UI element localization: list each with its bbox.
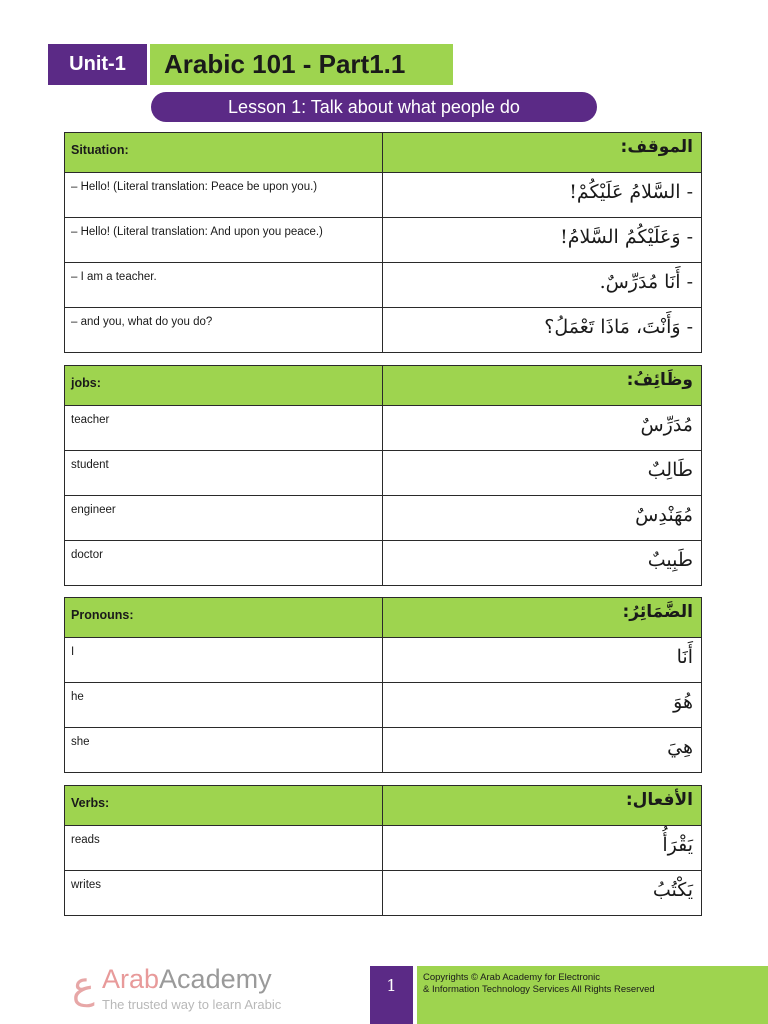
course-title: Arabic 101 - Part1.1 — [150, 44, 453, 85]
word-ar: يَقْرَأُ — [383, 826, 702, 871]
table-header-row — [65, 598, 702, 638]
table-row — [65, 263, 702, 308]
table-row — [65, 638, 702, 683]
phrase-en: – Hello! (Literal translation: Peace be upon you.) — [65, 173, 383, 218]
phrase-ar: - وَأَنْتَ، مَاذَا تَعْمَلُ؟ — [383, 308, 702, 353]
word-ar: مُهَنْدِسٌ — [383, 496, 702, 541]
logo-arab-text: Arab — [102, 964, 160, 994]
phrase-ar: - وَعَلَيْكُمُ السَّلامُ! — [383, 218, 702, 263]
phrase-ar: - أَنَا مُدَرِّسٌ. — [383, 263, 702, 308]
section-heading-en: Pronouns: — [65, 598, 383, 638]
word-en: I — [65, 638, 383, 683]
section-heading-en: Situation: — [65, 133, 383, 173]
logo-tagline: The trusted way to learn Arabic — [102, 997, 282, 1012]
word-en: reads — [65, 826, 383, 871]
table-row — [65, 728, 702, 773]
table-row — [65, 496, 702, 541]
logo-wordmark — [102, 966, 272, 993]
section-heading-ar: الضَّمَائِرُ: — [383, 598, 702, 638]
logo-academy-text: Academy — [159, 964, 272, 994]
jobs-table — [64, 365, 702, 586]
section-heading-ar: الموقف: — [383, 133, 702, 173]
section-heading-en: Verbs: — [65, 786, 383, 826]
table-row — [65, 871, 702, 916]
table-header-row — [65, 786, 702, 826]
logo-icon: ع — [72, 963, 95, 1007]
table-header-row — [65, 133, 702, 173]
word-ar: أَنَا — [383, 638, 702, 683]
pronouns-table — [64, 597, 702, 773]
table-row — [65, 308, 702, 353]
table-row — [65, 451, 702, 496]
word-ar: هُوَ — [383, 683, 702, 728]
word-en: teacher — [65, 406, 383, 451]
word-ar: مُدَرِّسٌ — [383, 406, 702, 451]
word-en: engineer — [65, 496, 383, 541]
word-en: doctor — [65, 541, 383, 586]
word-en: he — [65, 683, 383, 728]
verbs-table — [64, 785, 702, 916]
phrase-en: – I am a teacher. — [65, 263, 383, 308]
table-row — [65, 826, 702, 871]
section-heading-ar: وظَائِفُ: — [383, 366, 702, 406]
lesson-title: Lesson 1: Talk about what people do — [151, 92, 597, 122]
word-en: student — [65, 451, 383, 496]
word-ar: هِيَ — [383, 728, 702, 773]
arab-academy-logo — [72, 964, 312, 1014]
situation-table — [64, 132, 702, 353]
unit-badge: Unit-1 — [48, 44, 147, 85]
section-heading-ar: الأفعال: — [383, 786, 702, 826]
word-ar: يَكْتُبُ — [383, 871, 702, 916]
table-row — [65, 218, 702, 263]
copyright-notice — [417, 966, 768, 1024]
phrase-en: – and you, what do you do? — [65, 308, 383, 353]
phrase-en: – Hello! (Literal translation: And upon you peace.) — [65, 218, 383, 263]
copyright-line: Copyrights © Arab Academy for Electronic — [423, 972, 601, 983]
table-header-row — [65, 366, 702, 406]
copyright-line: & Information Technology Services All Rights Reserved — [423, 984, 655, 995]
phrase-ar: - السَّلامُ عَلَيْكُمْ! — [383, 173, 702, 218]
word-en: writes — [65, 871, 383, 916]
word-ar: طَبِيبٌ — [383, 541, 702, 586]
table-row — [65, 173, 702, 218]
table-row — [65, 541, 702, 586]
section-heading-en: jobs: — [65, 366, 383, 406]
table-row — [65, 406, 702, 451]
word-ar: طَالِبٌ — [383, 451, 702, 496]
table-row — [65, 683, 702, 728]
page-number: 1 — [370, 966, 413, 1024]
word-en: she — [65, 728, 383, 773]
